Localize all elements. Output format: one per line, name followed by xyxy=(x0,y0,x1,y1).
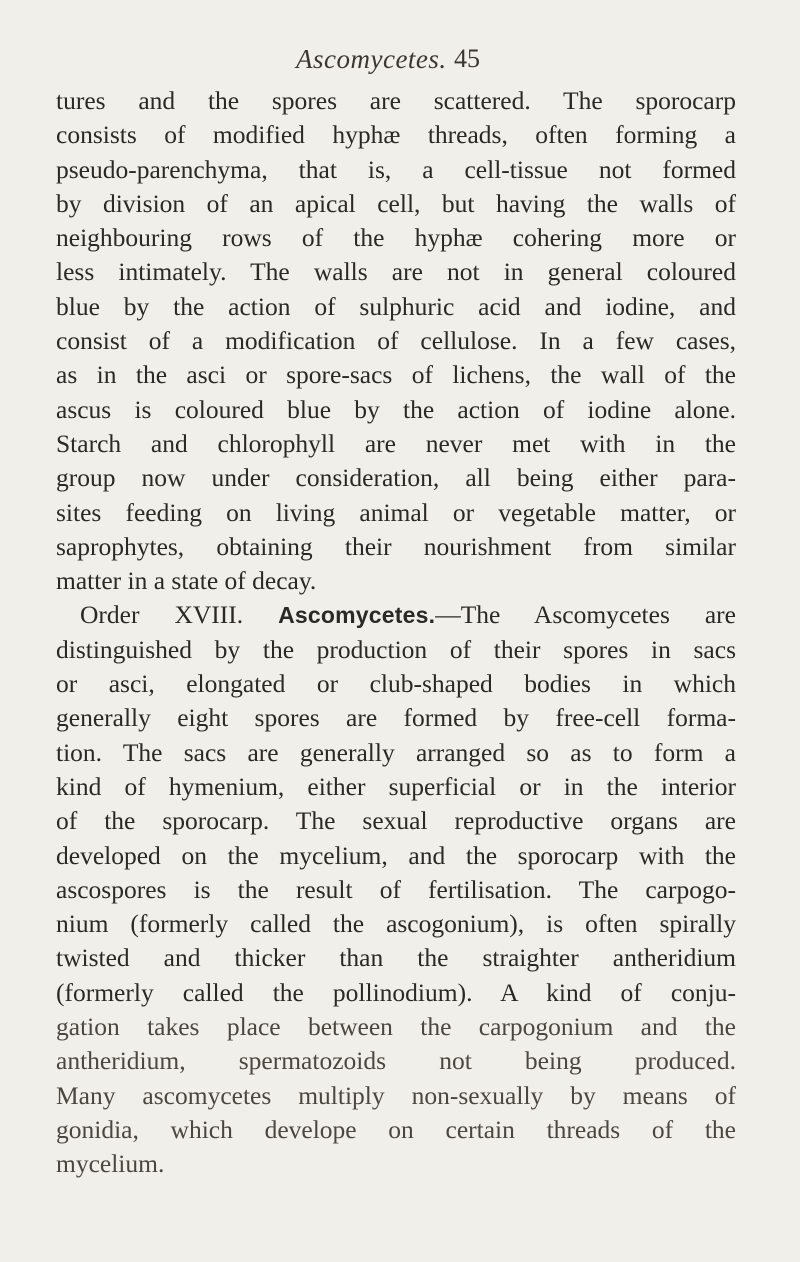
text-line: less intimately. The walls are not in general coloured xyxy=(56,257,736,287)
text-line: blue by the action of sulphuric acid and iodine, and xyxy=(56,291,736,321)
text-line: saprophytes, obtaining their nourishment from similar xyxy=(56,531,736,561)
text-line: as in the asci or spore-sacs of lichens, the wall of the xyxy=(56,360,736,390)
order-heading-rest: —The Ascomycetes are xyxy=(435,600,736,630)
text-line: kind of hymenium, either superficial or in the interior xyxy=(56,771,736,801)
text-line: antheridium, spermatozoids not being produced. xyxy=(56,1046,736,1076)
text-line: consists of modified hyphæ threads, often forming a xyxy=(56,120,736,150)
running-head xyxy=(0,44,800,78)
page-number: 45 xyxy=(454,44,480,73)
text-line: Starch and chlorophyll are never met with in the xyxy=(56,428,736,458)
text-line: consist of a modification of cellulose. In a few cases, xyxy=(56,326,736,356)
text-line: sites feeding on living animal or vegetable matter, or xyxy=(56,497,736,527)
text-line: generally eight spores are formed by free-cell forma- xyxy=(56,703,736,733)
text-line: or asci, elongated or club-shaped bodies in which xyxy=(56,669,736,699)
text-line: (formerly called the pollinodium). A kind of conju- xyxy=(56,977,736,1007)
text-line: tures and the spores are scattered. The sporocarp xyxy=(56,86,736,115)
text-line: of the sporocarp. The sexual reproductive organs are xyxy=(56,806,736,836)
text-line: matter in a state of decay. xyxy=(56,566,317,596)
text-line: group now under consideration, all being either para- xyxy=(56,463,736,493)
text-line: nium (formerly called the ascogonium), is often spirally xyxy=(56,909,736,939)
order-name: Ascomycetes. xyxy=(278,602,436,629)
text-line: by division of an apical cell, but having the walls of xyxy=(56,188,736,218)
order-heading-line xyxy=(56,598,736,632)
text-line: developed on the mycelium, and the sporocarp with the xyxy=(56,840,736,870)
running-title: Ascomycetes. xyxy=(296,44,447,74)
text-line: distinguished by the production of their spores in sacs xyxy=(56,634,736,664)
text-line: Many ascomycetes multiply non-sexually by means of xyxy=(56,1080,736,1110)
text-line: neighbouring rows of the hyphæ cohering more or xyxy=(56,223,736,253)
text-line: mycelium. xyxy=(56,1149,165,1179)
text-line: gation takes place between the carpogonium and the xyxy=(56,1012,736,1042)
text-line: gonidia, which develope on certain threads of the xyxy=(56,1114,736,1144)
text-line: pseudo-parenchyma, that is, a cell-tissue not formed xyxy=(56,154,736,184)
text-line: twisted and thicker than the straighter antheridium xyxy=(56,943,736,973)
text-line: ascus is coloured blue by the action of iodine alone. xyxy=(56,394,736,424)
text-line: tion. The sacs are generally arranged so as to form a xyxy=(56,737,736,767)
text-line: ascospores is the result of fertilisation. The carpogo- xyxy=(56,874,736,904)
body-text xyxy=(56,84,736,1182)
order-label: Order XVIII. xyxy=(80,600,244,630)
